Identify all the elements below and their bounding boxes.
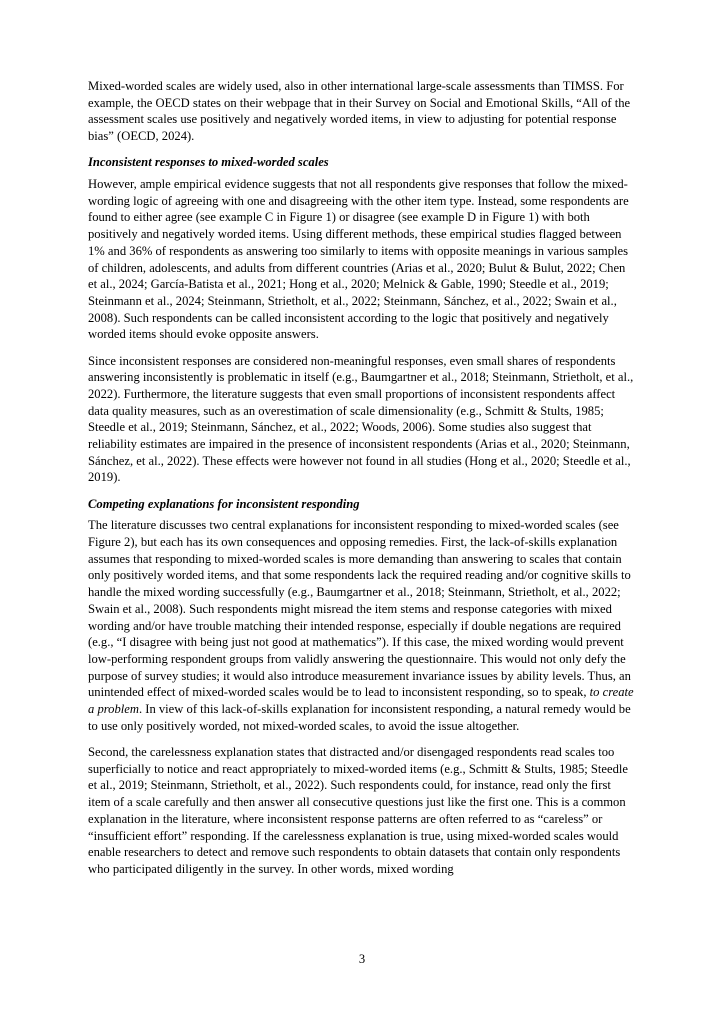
page-body (88, 78, 636, 887)
competing-paragraph-2: Second, the carelessness explanation states that distracted and/or disengaged respondents read scales too superficially to notice and react appropriately to mixed-worded items (e.g., Schmitt & Stults, 1985; Steedle et al., 2019; Steinmann, Strietholt, et al., 2022). Such respondents could, for instance, read only the first item of a scale carefully and then answer all consecutive questions just like the first one. This is a common explanation in the literature, where inconsistent response patterns are often referred to as “careless” or “insufficient effort” responding. If the carelessness explanation is true, using mixed-worded scales would enable researchers to detect and remove such respondents to obtain datasets that contain only respondents who participated diligently in the survey. In other words, mixed wording (88, 745, 629, 876)
page-number: 3 (358, 952, 366, 966)
competing-paragraph-1-part-2: . In view of this lack-of-skills explanation for inconsistent responding, a natural remedy would be to use only positively worded, not mixed-worded scales, to avoid the issue altogether. (88, 702, 631, 733)
intro-paragraph: Mixed-worded scales are widely used, also in other international large-scale assessments than TIMSS. For example, the OECD states on their webpage that in their Survey on Social and Emotional Skills, “All of the assessment scales use positively and negatively worded items, in view to adjusting for potential response bias” (OECD, 2024). (88, 79, 631, 144)
inconsistent-paragraph-2: Since inconsistent responses are considered non-meaningful responses, even small shares of respondents answering inconsistently is problematic in itself (e.g., Baumgartner et al., 2018; Steinmann, Strietholt, et al., 2022). Furthermore, the literature suggests that even small proportions of inconsistent respondents affect data quality measures, such as an overestimation of scale dimensionality (e.g., Schmitt & Stults, 1985; Steedle et al., 2019; Steinmann, Sánchez, et al., 2022; Woods, 2006). Some studies also suggest that reliability estimates are impaired in the presence of inconsistent respondents (Arias et al., 2020; Steinmann, Sánchez, et al., 2022). These effects were however not found in all studies (Hong et al., 2020; Steedle et al., 2019). (88, 353, 634, 485)
section-heading-inconsistent-responses: Inconsistent responses to mixed-worded scales (88, 155, 329, 170)
competing-paragraph-1 (88, 517, 636, 734)
inconsistent-paragraph-1: However, ample empirical evidence suggests that not all respondents give responses that follow the mixed-wording logic of agreeing with one and disagreeing with the other item type. Instead, some respondents are found to either agree (see example C in Figure 1) or disagree (see example D in Figure 1) with both positively and negatively worded items. Using different methods, these empirical studies flagged between 1% and 36% of respondents as answering too similarly to items with opposite meanings in various samples of children, adolescents, and adults from different countries (Arias et al., 2020; Bulut & Bulut, 2022; Chen et al., 2024; García-Batista et al., 2021; Hong et al., 2020; Melnick & Gable, 1990; Steedle et al., 2019; Steinmann et al., 2024; Steinmann, Strietholt, et al., 2022; Steinmann, Sánchez, et al., 2022; Swain et al., 2008). Such respondents can be called inconsistent according to the logic that positively and negatively worded items should evoke opposite answers. (88, 177, 629, 342)
section-heading-competing-explanations: Competing explanations for inconsistent responding (88, 496, 360, 511)
competing-paragraph-1-emphasis: to create a problem (88, 685, 634, 717)
competing-paragraph-1-part-1: The literature discusses two central explanations for inconsistent responding to mixed-worded scales (see Figure 2), but each has its own consequences and opposing remedies. First, the lack-of-skills explanation assumes that responding to mixed-worded scales is more demanding than answering to scales that contain only positively worded items, and that some respondents lack the required reading and/or cognitive skills to handle the mixed wording successfully (e.g., Baumgartner et al., 2018; Steinmann, Strietholt, et al., 2022; Swain et al., 2008). Such respondents might misread the item stems and response categories with mixed wording and/or have trouble matching their intended response, especially if double negations are required (e.g., “I disagree with being just not good at mathematics”). If this case, the mixed wording would prevent low-performing respondent groups from validly answering the questionnaire. This would not only defy the purpose of survey studies; it would also introduce measurement invariance issues by ability levels. Thus, an unintended effect of mixed-worded scales would be to lead to inconsistent responding, so to speak, (88, 518, 631, 700)
